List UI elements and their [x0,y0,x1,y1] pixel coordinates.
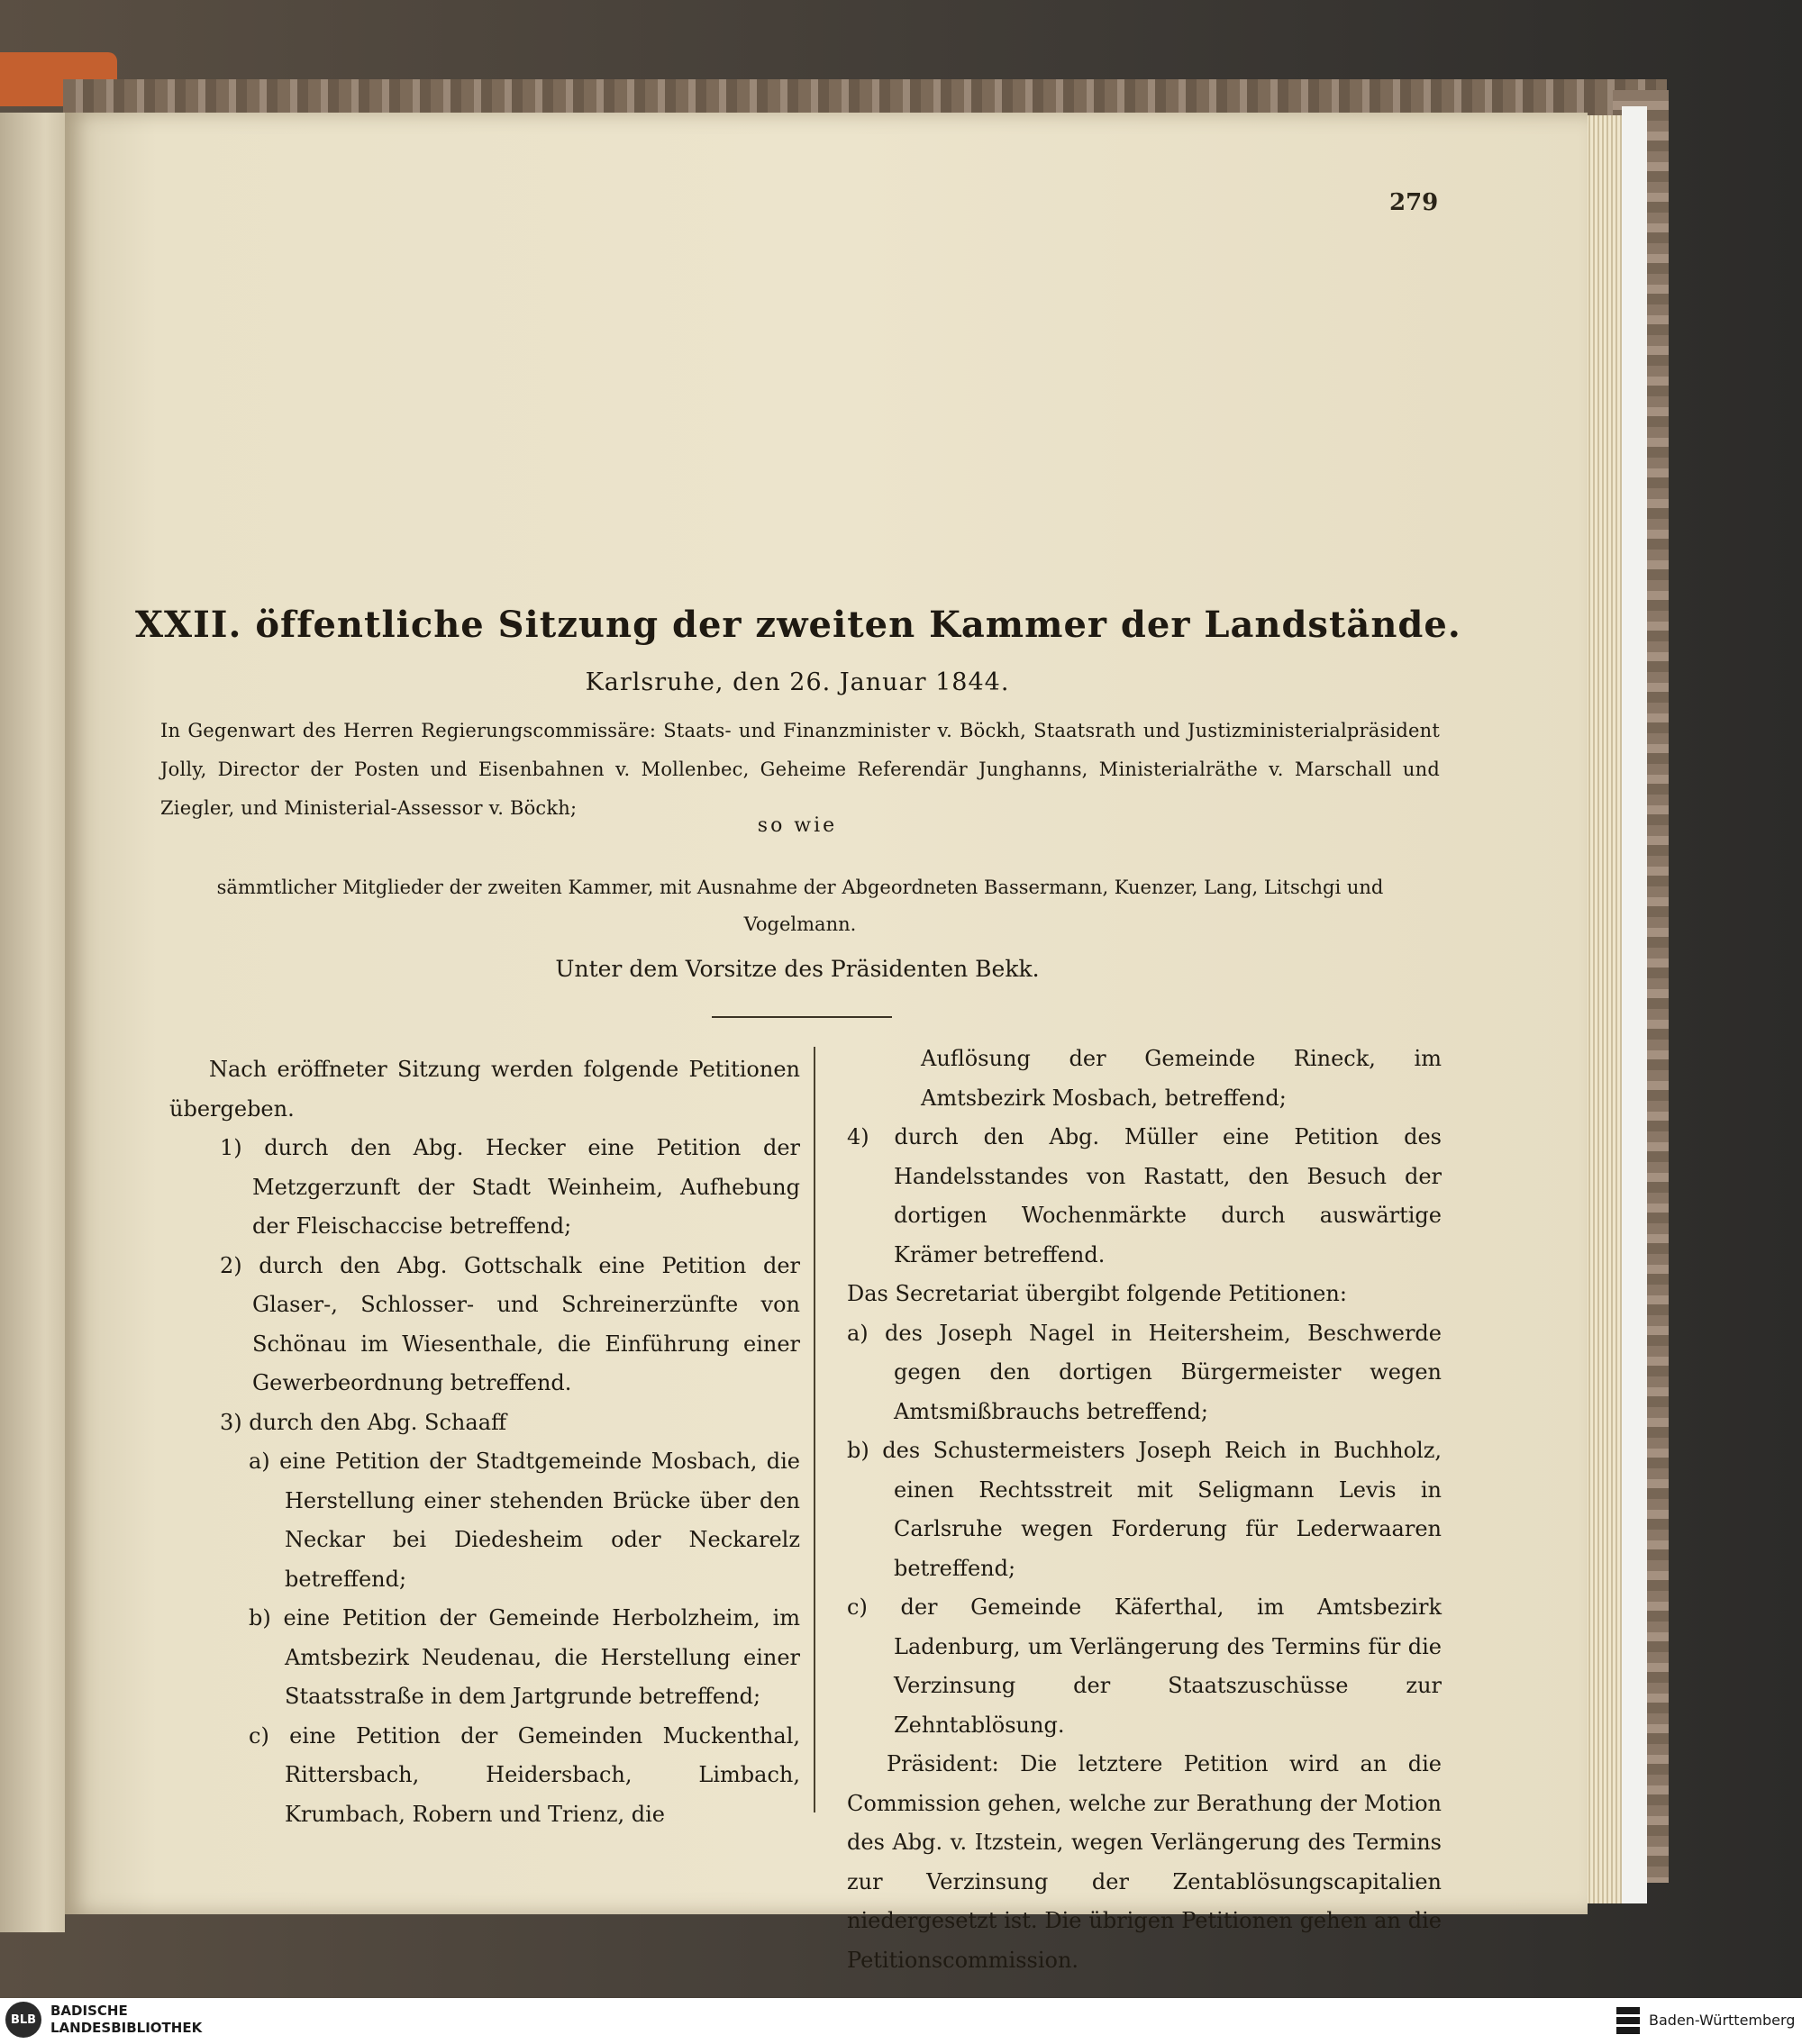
section-rule [712,1016,892,1018]
blb-logo-icon[interactable]: BLB [5,2002,41,2038]
baden-wuerttemberg-logo-icon[interactable] [1615,2003,1642,2038]
secretariat-item-b: b) des Schustermeisters Joseph Reich in Buchholz, einen Rechtsstreit mit Seligmann Levis in Carlsruhe wegen Forderung für Lederwaaren betreffend; [847,1438,1442,1581]
president-statement: Präsident: Die letztere Petition wird an die Commission gehen, welche zur Berathung der Motion des Abg. v. Itzstein, wegen Verlängerung des Termins zur Verzinsung der Zentablösungscapitalien niedergesetzt ist. Die übrigen Petitionen gehen an die Petitionscommission. [847,1751,1442,1973]
members-paragraph: sämmtlicher Mitglieder der zweiten Kammer, mit Ausnahme der Abgeordneten Bassermann, Kuenzer, Lang, Litschgi und Vogelmann. [216,877,1384,935]
column-divider [814,1047,815,1812]
secretariat-line: Das Secretariat übergibt folgende Petitionen: [847,1281,1347,1306]
secretariat-item-c: c) der Gemeinde Käferthal, im Amtsbezirk Ladenburg, um Verlängerung des Termins für die Verzinsung der Staatszuschüsse zur Zehntablösung. [847,1594,1442,1738]
paper-strip [1622,106,1647,1903]
baden-wuerttemberg-name[interactable]: Baden-Württemberg [1649,2012,1796,2029]
viewer-footer [0,1998,1802,2044]
presidency-line: Unter dem Vorsitze des Präsidenten Bekk. [555,956,1040,982]
blb-name-line-1: BADISCHE [50,2003,128,2019]
left-page-edge [0,113,65,1932]
petition-item-3b: b) eine Petition der Gemeinde Herbolzheim, im Amtsbezirk Neudenau, die Herstellung einer Staatsstraße in dem Jartgrunde betreffend; [249,1605,800,1709]
petition-item-3c: c) eine Petition der Gemeinden Muckenthal, Rittersbach, Heidersbach, Limbach, Krumbach, Robern und Trienz, die [249,1722,800,1827]
petition-item-3c-continuation: Auflösung der Gemeinde Rineck, im Amtsbezirk Mosbach, betreffend; [921,1046,1442,1111]
petition-item-2: 2) durch den Abg. Gottschalk eine Petition der Glaser-, Schlosser- und Schreinerzünfte von Schönau im Wiesenthale, die Einführung einer Gewerbeordnung betreffend. [220,1252,800,1395]
page-number: 279 [1389,189,1439,216]
page-edges [1586,115,1622,1903]
so-wie-line: so wie [757,814,838,837]
petition-item-4: 4) durch den Abg. Müller eine Petition des Handelsstandes von Rastatt, den Besuch der dortigen Wochenmärkte durch auswärtige Krämer betreffend. [847,1124,1442,1267]
right-column [847,1040,1442,1980]
commissioners-paragraph: In Gegenwart des Herren Regierungscommissäre: Staats- und Finanzminister v. Böckh, Staatsrath und Justizministerialpräsident Jolly, Director der Posten und Eisenbahnen v. Mollenbec, Geheime Referendär Junghanns, Ministerialräthe v. Marschall und Ziegler, und Ministerial-Assessor v. Böckh; [160,720,1440,819]
petition-item-3: 3) durch den Abg. Schaaff [220,1409,507,1435]
blb-library-name[interactable] [50,2003,202,2037]
marbled-cover-top [63,79,1667,115]
petition-item-3a: a) eine Petition der Stadtgemeinde Mosbach, die Herstellung einer stehenden Brücke über den Neckar bei Diedesheim oder Neckarelz betreffend; [249,1449,800,1592]
petition-item-1: 1) durch den Abg. Hecker eine Petition der Metzgerzunft der Stadt Weinheim, Aufhebung der Fleischaccise betreffend; [220,1135,800,1239]
petitions-intro: Nach eröffneter Sitzung werden folgende Petitionen übergeben. [169,1057,800,1122]
secretariat-item-a: a) des Joseph Nagel in Heitersheim, Beschwerde gegen den dortigen Bürgermeister wegen Amtsmißbrauchs betreffend; [847,1320,1442,1424]
session-title: XXII. öffentliche Sitzung der zweiten Kammer der Landstände. [135,604,1461,646]
blb-name-line-2: LANDESBIBLIOTHEK [50,2020,203,2036]
left-column [169,1050,800,1834]
dateline: Karlsruhe, den 26. Januar 1844. [585,668,1010,696]
